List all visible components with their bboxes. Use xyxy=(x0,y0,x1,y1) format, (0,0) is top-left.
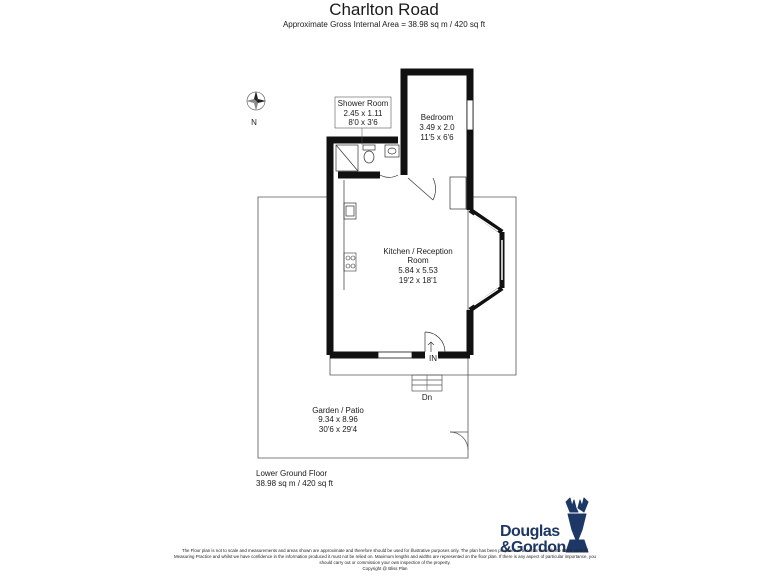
floor-name: Lower Ground Floor xyxy=(256,469,328,478)
shower-door xyxy=(380,175,398,177)
kitchen-counter xyxy=(344,180,356,290)
kitchen-name-line2: Room xyxy=(407,256,429,265)
disclaimer-text: The Floor plan is not to scale and measurements and areas shown are approximate and therefore should be used for illustrative purposes only. The plan has been prepared in accordance with the RICS code of Measuring Practice and whilst we have confidence in the information produced it must not be relied on. Maximum lengths and widths are represented on the floor plan. If there is any aspect of particular importance, you should carry out or commission your own inspection of the property. xyxy=(174,548,596,565)
bedroom-window xyxy=(467,100,473,130)
bedroom-door xyxy=(408,178,436,200)
brand-line1: Douglas xyxy=(500,523,560,540)
stag-head-icon xyxy=(566,498,588,552)
bedroom-imperial: 11'5 x 6'6 xyxy=(420,133,454,142)
hob-icon xyxy=(344,253,356,271)
brand-line2: &Gordon xyxy=(500,539,566,556)
kitchen-window xyxy=(378,352,412,358)
shower-room-name: Shower Room xyxy=(337,99,389,108)
garden-gate xyxy=(450,432,468,450)
copyright: Copyright @ Bliss Plan xyxy=(362,566,408,571)
kitchen-metric: 5.84 x 5.53 xyxy=(398,266,438,275)
garden-imperial: 30'6 x 29'4 xyxy=(318,425,358,434)
page-title: Charlton Road xyxy=(329,0,439,19)
gross-area-subtitle: Approximate Gross Internal Area = 38.98 sq m / 420 sq ft xyxy=(282,20,486,29)
kitchen-imperial: 19'2 x 18'1 xyxy=(398,276,438,285)
shower-room-imperial: 8'0 x 3'6 xyxy=(348,118,378,127)
bedroom-metric: 3.49 x 2.0 xyxy=(419,123,455,132)
entrance-door xyxy=(425,332,445,352)
shower-room-metric: 2.45 x 1.11 xyxy=(343,109,383,118)
floor-label xyxy=(256,469,333,489)
entrance-arrow-icon xyxy=(428,342,434,352)
bedroom-name: Bedroom xyxy=(420,113,454,122)
compass-rose-icon xyxy=(246,91,266,111)
garden-metric: 9.34 x 8.96 xyxy=(318,415,358,424)
kitchen-name-line1: Kitchen / Reception xyxy=(383,247,453,256)
wc-icon xyxy=(363,145,375,163)
shower-tray xyxy=(336,145,358,171)
entrance-label: IN xyxy=(429,354,437,363)
garden-name: Garden / Patio xyxy=(312,406,364,415)
bay-window xyxy=(470,210,502,310)
disclaimer xyxy=(172,548,598,572)
compass-label: N xyxy=(251,118,257,127)
basin-icon xyxy=(385,145,399,157)
wardrobe xyxy=(450,177,466,209)
steps-down-label: Dn xyxy=(421,393,433,402)
floor-area: 38.98 sq m / 420 sq ft xyxy=(256,479,333,488)
garden-outline xyxy=(258,197,516,458)
